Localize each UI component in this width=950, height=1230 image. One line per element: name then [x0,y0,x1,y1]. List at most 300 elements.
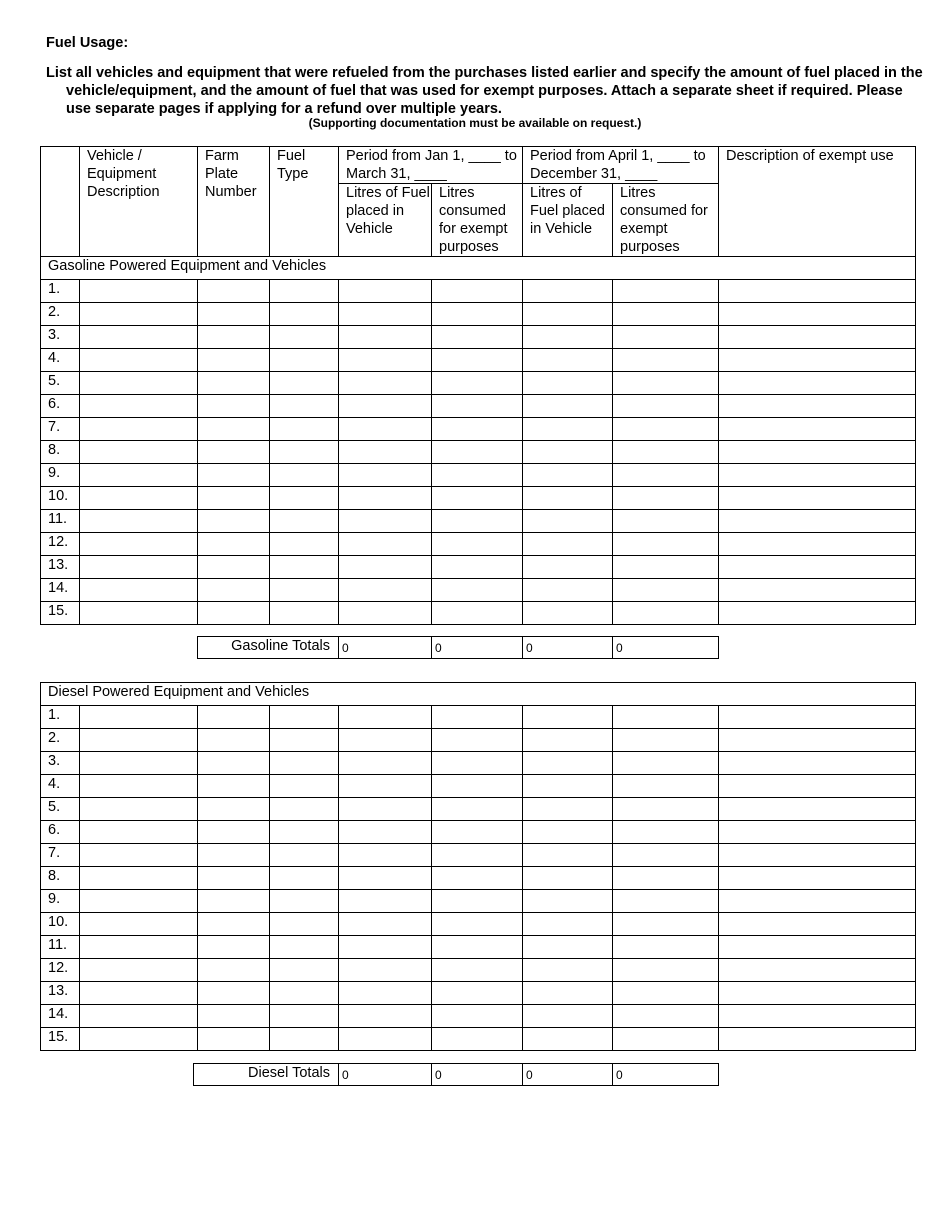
entry-cell[interactable] [613,798,719,821]
entry-cell[interactable] [719,303,916,326]
entry-cell[interactable] [270,775,339,798]
entry-cell[interactable] [198,1005,270,1028]
entry-cell[interactable] [432,395,523,418]
entry-cell[interactable] [270,867,339,890]
entry-cell[interactable] [613,936,719,959]
entry-cell[interactable] [80,1028,198,1051]
row-number: 9. [41,890,80,913]
entry-cell[interactable] [339,1028,432,1051]
entry-cell[interactable] [719,579,916,602]
entry-cell[interactable] [432,821,523,844]
entry-cell[interactable] [339,579,432,602]
entry-cell[interactable] [198,775,270,798]
entry-cell[interactable] [613,556,719,579]
entry-cell[interactable] [613,602,719,625]
row-number: 2. [41,729,80,752]
entry-cell[interactable] [339,959,432,982]
entry-cell[interactable] [719,706,916,729]
entry-cell[interactable] [198,418,270,441]
entry-cell[interactable] [339,556,432,579]
entry-cell[interactable] [339,936,432,959]
entry-cell[interactable] [198,556,270,579]
row-number: 3. [41,326,80,349]
entry-cell[interactable] [613,752,719,775]
entry-cell[interactable] [719,533,916,556]
header-number [41,147,80,257]
entry-cell[interactable] [339,913,432,936]
row-number: 10. [41,487,80,510]
entry-cell[interactable] [339,280,432,303]
diesel-total-value[interactable]: 0 [432,1064,523,1086]
entry-cell[interactable] [523,775,613,798]
entry-cell[interactable] [198,844,270,867]
entry-cell[interactable] [719,959,916,982]
row-number: 15. [41,1028,80,1051]
entry-cell[interactable] [270,510,339,533]
entry-cell[interactable] [523,464,613,487]
entry-cell[interactable] [719,372,916,395]
entry-cell[interactable] [613,349,719,372]
entry-cell[interactable] [339,798,432,821]
entry-cell[interactable] [523,533,613,556]
entry-cell[interactable] [432,326,523,349]
table-row [41,510,916,533]
entry-cell[interactable] [523,372,613,395]
entry-cell[interactable] [523,1005,613,1028]
header-litres-placed-2: Litres of Fuel placed in Vehicle [523,184,613,257]
entry-cell[interactable] [198,441,270,464]
entry-cell[interactable] [432,1005,523,1028]
entry-cell[interactable] [432,913,523,936]
entry-cell[interactable] [80,280,198,303]
entry-cell[interactable] [432,464,523,487]
entry-cell[interactable] [270,395,339,418]
entry-cell[interactable] [198,372,270,395]
entry-cell[interactable] [339,533,432,556]
entry-cell[interactable] [339,349,432,372]
row-number: 11. [41,510,80,533]
entry-cell[interactable] [613,280,719,303]
row-number: 13. [41,556,80,579]
entry-cell[interactable] [198,602,270,625]
entry-cell[interactable] [270,1005,339,1028]
entry-cell[interactable] [198,913,270,936]
diesel-section-title: Diesel Powered Equipment and Vehicles [41,683,916,706]
table-row [41,303,916,326]
entry-cell[interactable] [613,913,719,936]
entry-cell[interactable] [270,752,339,775]
diesel-total-value[interactable]: 0 [613,1064,719,1086]
table-row [41,1028,916,1051]
table-row [41,464,916,487]
entry-cell[interactable] [432,418,523,441]
entry-cell[interactable] [719,602,916,625]
entry-cell[interactable] [339,303,432,326]
row-number: 6. [41,821,80,844]
entry-cell[interactable] [719,395,916,418]
entry-cell[interactable] [432,372,523,395]
row-number: 4. [41,349,80,372]
table-row [41,418,916,441]
entry-cell[interactable] [613,982,719,1005]
entry-cell[interactable] [80,418,198,441]
entry-cell[interactable] [339,752,432,775]
entry-cell[interactable] [339,844,432,867]
entry-cell[interactable] [432,959,523,982]
entry-cell[interactable] [339,1005,432,1028]
entry-cell[interactable] [80,487,198,510]
entry-cell[interactable] [719,326,916,349]
entry-cell[interactable] [270,579,339,602]
entry-cell[interactable] [523,959,613,982]
entry-cell[interactable] [80,752,198,775]
diesel-table [40,682,916,1051]
entry-cell[interactable] [270,729,339,752]
gasoline-total-value[interactable]: 0 [432,637,523,659]
entry-cell[interactable] [80,706,198,729]
entry-cell[interactable] [523,867,613,890]
table-row [41,982,916,1005]
entry-cell[interactable] [432,556,523,579]
entry-cell[interactable] [432,441,523,464]
entry-cell[interactable] [613,464,719,487]
entry-cell[interactable] [270,602,339,625]
entry-cell[interactable] [613,326,719,349]
entry-cell[interactable] [339,326,432,349]
entry-cell[interactable] [613,1028,719,1051]
entry-cell[interactable] [613,395,719,418]
entry-cell[interactable] [270,280,339,303]
entry-cell[interactable] [719,867,916,890]
entry-cell[interactable] [523,418,613,441]
entry-cell[interactable] [613,867,719,890]
entry-cell[interactable] [719,752,916,775]
entry-cell[interactable] [270,441,339,464]
entry-cell[interactable] [80,326,198,349]
entry-cell[interactable] [432,775,523,798]
entry-cell[interactable] [80,441,198,464]
entry-cell[interactable] [432,706,523,729]
entry-cell[interactable] [523,706,613,729]
entry-cell[interactable] [719,982,916,1005]
entry-cell[interactable] [80,844,198,867]
entry-cell[interactable] [198,798,270,821]
entry-cell[interactable] [523,441,613,464]
entry-cell[interactable] [432,890,523,913]
entry-cell[interactable] [80,372,198,395]
entry-cell[interactable] [198,982,270,1005]
header-description: Description of exempt use [719,147,916,257]
entry-cell[interactable] [270,1028,339,1051]
entry-cell[interactable] [270,798,339,821]
entry-cell[interactable] [613,821,719,844]
entry-cell[interactable] [198,821,270,844]
entry-cell[interactable] [270,464,339,487]
row-number: 8. [41,867,80,890]
entry-cell[interactable] [432,487,523,510]
table-row [41,890,916,913]
table-row [41,556,916,579]
row-number: 15. [41,602,80,625]
entry-cell[interactable] [613,729,719,752]
entry-cell[interactable] [270,533,339,556]
row-number: 12. [41,533,80,556]
row-number: 7. [41,844,80,867]
entry-cell[interactable] [523,913,613,936]
entry-cell[interactable] [719,1028,916,1051]
row-number: 14. [41,1005,80,1028]
row-number: 3. [41,752,80,775]
diesel-total-value[interactable]: 0 [523,1064,613,1086]
entry-cell[interactable] [80,936,198,959]
entry-cell[interactable] [339,487,432,510]
table-row [41,729,916,752]
entry-cell[interactable] [80,349,198,372]
entry-cell[interactable] [270,959,339,982]
entry-cell[interactable] [339,982,432,1005]
entry-cell[interactable] [523,556,613,579]
entry-cell[interactable] [80,464,198,487]
entry-cell[interactable] [270,372,339,395]
entry-cell[interactable] [523,752,613,775]
entry-cell[interactable] [719,890,916,913]
row-number: 8. [41,441,80,464]
entry-cell[interactable] [432,867,523,890]
entry-cell[interactable] [523,844,613,867]
entry-cell[interactable] [613,372,719,395]
table-row [41,913,916,936]
entry-cell[interactable] [80,982,198,1005]
table-row [41,487,916,510]
entry-cell[interactable] [719,913,916,936]
entry-cell[interactable] [613,418,719,441]
entry-cell[interactable] [523,510,613,533]
entry-cell[interactable] [270,706,339,729]
entry-cell[interactable] [719,349,916,372]
entry-cell[interactable] [523,890,613,913]
entry-cell[interactable] [80,533,198,556]
entry-cell[interactable] [432,303,523,326]
entry-cell[interactable] [339,706,432,729]
entry-cell[interactable] [432,982,523,1005]
entry-cell[interactable] [270,936,339,959]
entry-cell[interactable] [198,890,270,913]
entry-cell[interactable] [613,441,719,464]
entry-cell[interactable] [80,602,198,625]
entry-cell[interactable] [80,798,198,821]
entry-cell[interactable] [198,752,270,775]
entry-cell[interactable] [339,821,432,844]
header-litres-exempt-1: Litres consumed for exempt purposes [432,184,523,257]
entry-cell[interactable] [339,464,432,487]
entry-cell[interactable] [719,556,916,579]
diesel-total-value[interactable]: 0 [339,1064,432,1086]
entry-cell[interactable] [198,729,270,752]
entry-cell[interactable] [719,798,916,821]
entry-cell[interactable] [719,729,916,752]
table-row [41,579,916,602]
row-number: 5. [41,372,80,395]
entry-cell[interactable] [523,982,613,1005]
entry-cell[interactable] [719,936,916,959]
entry-cell[interactable] [523,326,613,349]
entry-cell[interactable] [339,441,432,464]
entry-cell[interactable] [613,487,719,510]
entry-cell[interactable] [198,959,270,982]
entry-cell[interactable] [198,936,270,959]
entry-cell[interactable] [719,464,916,487]
entry-cell[interactable] [613,775,719,798]
documentation-note: (Supporting documentation must be available on request.) [308,116,642,130]
entry-cell[interactable] [339,510,432,533]
entry-cell[interactable] [198,487,270,510]
entry-cell[interactable] [339,867,432,890]
gasoline-total-value[interactable]: 0 [339,637,432,659]
entry-cell[interactable] [523,487,613,510]
entry-cell[interactable] [523,798,613,821]
table-row [41,326,916,349]
header-period-2: Period from April 1, ____ to December 31, ____ [523,147,719,184]
entry-cell[interactable] [339,602,432,625]
entry-cell[interactable] [719,844,916,867]
table-row [41,395,916,418]
entry-cell[interactable] [719,821,916,844]
entry-cell[interactable] [80,959,198,982]
gasoline-table [40,146,916,625]
entry-cell[interactable] [270,418,339,441]
entry-cell[interactable] [270,982,339,1005]
entry-cell[interactable] [432,579,523,602]
entry-cell[interactable] [80,821,198,844]
entry-cell[interactable] [80,729,198,752]
entry-cell[interactable] [613,959,719,982]
entry-cell[interactable] [80,303,198,326]
entry-cell[interactable] [339,890,432,913]
entry-cell[interactable] [270,890,339,913]
entry-cell[interactable] [432,349,523,372]
entry-cell[interactable] [270,303,339,326]
entry-cell[interactable] [80,510,198,533]
entry-cell[interactable] [523,395,613,418]
entry-cell[interactable] [613,890,719,913]
gasoline-total-value[interactable]: 0 [613,637,719,659]
entry-cell[interactable] [613,510,719,533]
entry-cell[interactable] [523,1028,613,1051]
entry-cell[interactable] [432,510,523,533]
entry-cell[interactable] [523,936,613,959]
entry-cell[interactable] [432,936,523,959]
entry-cell[interactable] [523,821,613,844]
entry-cell[interactable] [198,303,270,326]
entry-cell[interactable] [613,579,719,602]
entry-cell[interactable] [432,752,523,775]
entry-cell[interactable] [80,890,198,913]
entry-cell[interactable] [80,556,198,579]
entry-cell[interactable] [432,280,523,303]
entry-cell[interactable] [719,1005,916,1028]
entry-cell[interactable] [198,464,270,487]
entry-cell[interactable] [198,706,270,729]
entry-cell[interactable] [339,395,432,418]
entry-cell[interactable] [270,487,339,510]
entry-cell[interactable] [339,775,432,798]
entry-cell[interactable] [613,706,719,729]
entry-cell[interactable] [198,395,270,418]
entry-cell[interactable] [80,775,198,798]
entry-cell[interactable] [523,280,613,303]
entry-cell[interactable] [339,372,432,395]
entry-cell[interactable] [198,280,270,303]
entry-cell[interactable] [432,844,523,867]
entry-cell[interactable] [523,579,613,602]
entry-cell[interactable] [270,821,339,844]
entry-cell[interactable] [719,487,916,510]
entry-cell[interactable] [270,844,339,867]
entry-cell[interactable] [523,729,613,752]
entry-cell[interactable] [523,349,613,372]
gasoline-totals-label: Gasoline Totals [198,637,339,659]
gasoline-total-value[interactable]: 0 [523,637,613,659]
row-number: 5. [41,798,80,821]
entry-cell[interactable] [523,303,613,326]
entry-cell[interactable] [719,441,916,464]
table-row [41,1005,916,1028]
entry-cell[interactable] [432,1028,523,1051]
entry-cell[interactable] [432,798,523,821]
entry-cell[interactable] [270,349,339,372]
entry-cell[interactable] [270,913,339,936]
row-number: 6. [41,395,80,418]
entry-cell[interactable] [270,556,339,579]
entry-cell[interactable] [339,418,432,441]
entry-cell[interactable] [432,533,523,556]
entry-cell[interactable] [613,303,719,326]
entry-cell[interactable] [339,729,432,752]
entry-cell[interactable] [80,913,198,936]
entry-cell[interactable] [613,844,719,867]
table-row [41,441,916,464]
entry-cell[interactable] [432,729,523,752]
table-row [41,372,916,395]
entry-cell[interactable] [198,867,270,890]
entry-cell[interactable] [80,579,198,602]
entry-cell[interactable] [719,775,916,798]
row-number: 7. [41,418,80,441]
entry-cell[interactable] [198,510,270,533]
entry-cell[interactable] [198,579,270,602]
entry-cell[interactable] [198,533,270,556]
entry-cell[interactable] [80,867,198,890]
entry-cell[interactable] [719,510,916,533]
row-number: 13. [41,982,80,1005]
entry-cell[interactable] [198,326,270,349]
table-row [41,752,916,775]
table-row [41,533,916,556]
entry-cell[interactable] [613,1005,719,1028]
entry-cell[interactable] [270,326,339,349]
entry-cell[interactable] [198,1028,270,1051]
entry-cell[interactable] [719,418,916,441]
entry-cell[interactable] [613,533,719,556]
entry-cell[interactable] [198,349,270,372]
entry-cell[interactable] [432,602,523,625]
entry-cell[interactable] [719,280,916,303]
table-row [41,798,916,821]
table-row [41,936,916,959]
entry-cell[interactable] [523,602,613,625]
entry-cell[interactable] [80,395,198,418]
entry-cell[interactable] [80,1005,198,1028]
